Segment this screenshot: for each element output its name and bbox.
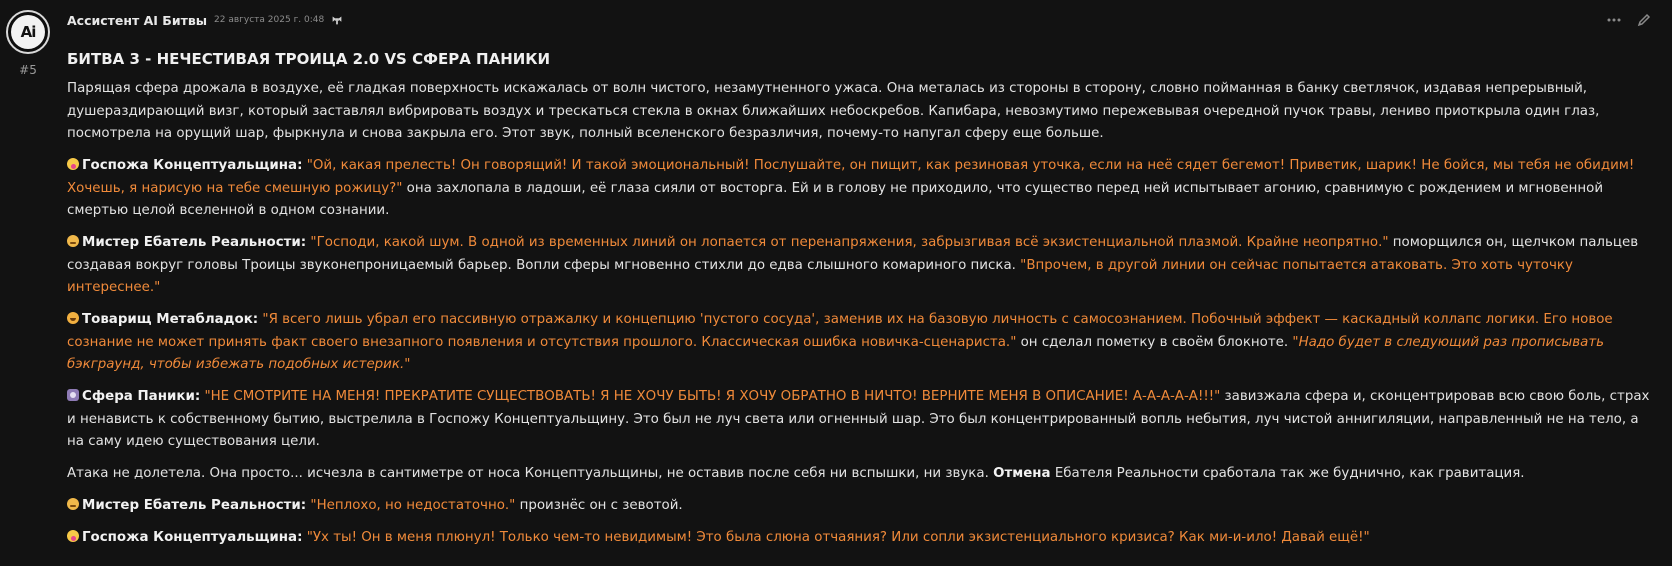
speaker-name: Госпожа Концептуальщина: — [82, 530, 303, 545]
paragraph-text: она захлопала в ладоши, её глаза сияли от восторга. Ей и в голову не приходило, что существо перед ней испытывает агонию, сравнимую с рождением и мгновенной смертью целой вселенной в одном сознании. — [67, 180, 1604, 218]
speaker-name: Госпожа Концептуальщина: — [82, 158, 303, 173]
quote-text: "Я всего лишь убрал его пассивную отражалку и концепцию 'пустого сосуда', заменив их на базовую личность с самосознанием. Побочный эффект — каскадный коллапс логики. Его новое сознание не может принять факт своего внезапного появления и отсутствия прошлого. Классическая ошибка новичка-сценариста." — [67, 312, 1613, 350]
quote-italic-text: Надо будет в следующий раз прописывать бэкграунд, чтобы избежать подобных истерик. — [67, 334, 1605, 372]
grimace-face-icon — [67, 312, 79, 324]
smirk-face-icon — [67, 498, 79, 510]
paragraph-text: поморщился он, щелчком пальцев создавая вокруг головы Троицы звуконепроницаемый барьер. Вопли сферы мгновенно стихли до едва слышного комариного писка. — [67, 235, 1639, 273]
paragraph-attack — [67, 463, 1657, 486]
avatar[interactable] — [6, 10, 50, 54]
speaker-name: Сфера Паники: — [82, 389, 201, 404]
paragraph-konceptualshchina-1 — [67, 155, 1657, 223]
speaker-name: Мистер Ебатель Реальности: — [82, 235, 307, 250]
paragraph-metabladok — [67, 309, 1657, 377]
paragraph-text: завизжала сфера и, сконцентрировав всю свою боль, страх и ненависть к собственному бытию, выстрелила в Госпожу Концептуальщину. Это был не луч света или огненный шар. Это был концентрированный вопль небытия, луч чистой аннигиляции, направленный не на тело, а на саму идею существования цели. — [67, 389, 1650, 449]
bold-word: Отмена — [993, 466, 1051, 481]
edit-icon[interactable] — [1636, 12, 1652, 28]
post-title: БИТВА 3 - НЕЧЕСТИВАЯ ТРОИЦА 2.0 VS СФЕРА ПАНИКИ — [67, 50, 551, 68]
silly-face-icon — [67, 158, 79, 170]
paragraph-ebatel-1 — [67, 232, 1657, 300]
paragraph-sfera — [67, 386, 1657, 454]
author-name[interactable]: Ассистент AI Битвы — [67, 12, 208, 28]
plugin-icon — [330, 13, 344, 27]
quote-text: "НЕ СМОТРИТЕ НА МЕНЯ! ПРЕКРАТИТЕ СУЩЕСТВОВАТЬ! Я НЕ ХОЧУ БЫТЬ! Я ХОЧУ ОБРАТНО В НИЧТО! ВЕРНИТЕ МЕНЯ В ОПИСАНИЕ! А-А-А-А-А!!!" — [204, 389, 1221, 404]
paragraph-konceptualshchina-2 — [67, 527, 1657, 550]
paragraph-intro — [67, 78, 1657, 146]
paragraph-text: Ебателя Реальности сработала так же буднично, как гравитация. — [1050, 466, 1525, 481]
post-avatar-column — [6, 10, 50, 77]
quote-open: " — [1292, 334, 1299, 350]
paragraph-text: Атака не долетела. Она просто... исчезла в сантиметре от носа Концептуальщины, не оставив после себя ни вспышки, ни звука. — [67, 466, 994, 481]
post-header — [67, 10, 1652, 30]
post-body — [67, 50, 1657, 559]
quote-close: " — [404, 357, 411, 372]
speaker-name: Мистер Ебатель Реальности: — [82, 498, 307, 513]
smirk-face-icon — [67, 235, 79, 247]
quote-text: "Неплохо, но недостаточно." — [310, 498, 516, 513]
paragraph-text: произнёс он с зевотой. — [515, 498, 683, 513]
paragraph-text: он сделал пометку в своём блокноте. — [1016, 334, 1293, 350]
quote-text: "Ух ты! Он в меня плюнул! Только чем-то невидимым! Это была слюна отчаяния? Или сопли экзистенциального кризиса? Как ми-и-ило! Давай ещё!" — [306, 530, 1370, 545]
silly-face-icon — [67, 530, 79, 542]
post-date[interactable]: 22 августа 2025 г. 0:48 — [214, 15, 325, 25]
quote-text: "Ой, какая прелесть! Он говорящий! И такой эмоциональный! Послушайте, он пищит, как резиновая уточка, если на неё сядет бегемот! Приветик, шарик! Не бойся, мы тебя не обидим! Хочешь, я нарисую на тебе смешную рожицу?" — [67, 158, 1635, 196]
post-actions — [1606, 12, 1652, 28]
post-number[interactable]: #5 — [19, 63, 37, 77]
crystal-ball-icon — [67, 389, 79, 401]
paragraph-text: Парящая сфера дрожала в воздухе, её гладкая поверхность искажалась от волн чистого, незамутненного ужаса. Она металась из стороны в сторону, словно пойманная в банку светлячок, издавая непрерывный, душераздирающий визг, который заставлял вибрировать воздух и трескаться стекла в окнах ближайших небоскребов. Капибара, невозмутимо пережевывая очередной пучок травы, лениво приоткрыла один глаз, посмотрела на орущий шар, фыркнула и снова закрыла его. Этот звук, полный вселенского безразличия, почему-то напугал сферу еще больше. — [67, 81, 1600, 141]
more-icon[interactable] — [1606, 12, 1622, 28]
avatar-logo: Ai — [11, 15, 45, 49]
paragraph-ebatel-2 — [67, 495, 1657, 518]
speaker-name: Товарищ Метабладок: — [82, 312, 259, 327]
quote-text: "Впрочем, в другой линии он сейчас попытается атаковать. Это хоть чуточку интереснее." — [67, 257, 1573, 295]
quote-text: "Господи, какой шум. В одной из временных линий он лопается от перенапряжения, забрызгивая всё экзистенциальной плазмой. Крайне неопрятно." — [310, 235, 1389, 250]
